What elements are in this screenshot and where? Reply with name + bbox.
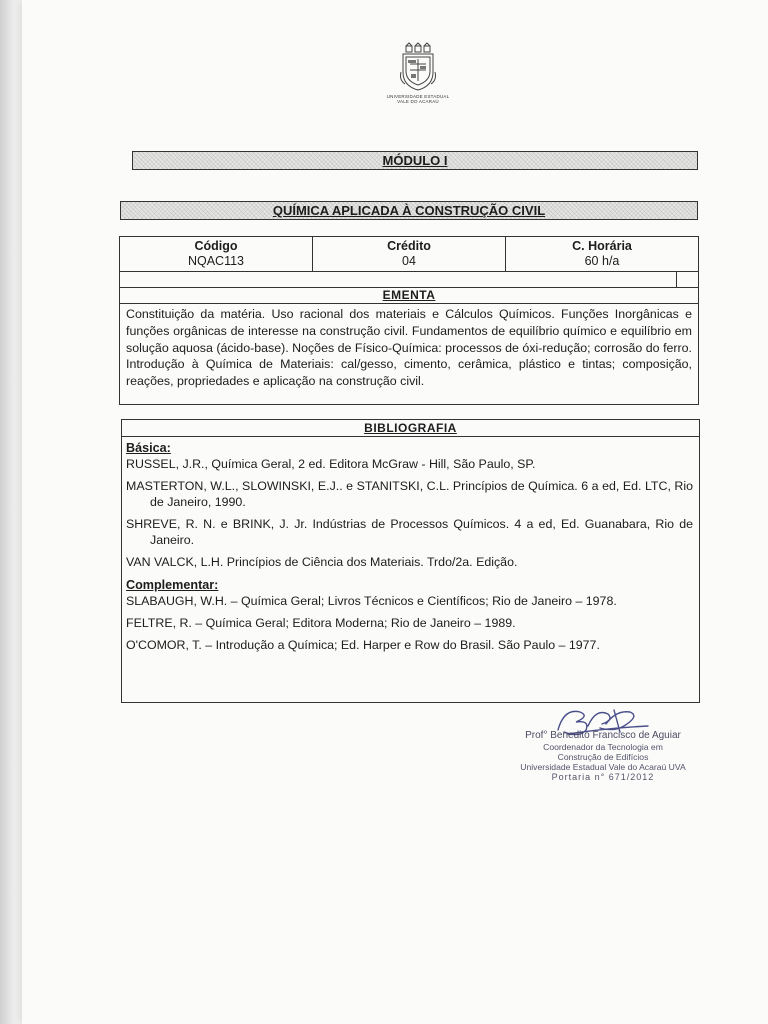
coat-of-arms-icon xyxy=(398,42,438,94)
basic-reference: SHREVE, R. N. e BRINK, J. Jr. Indústrias de Processos Químicos. 4 a ed, Ed. Guanabara, Rio de Janeiro. xyxy=(126,517,693,547)
discipline-title-bar xyxy=(120,201,698,220)
code-value: NQAC113 xyxy=(187,254,245,268)
basic-reference: RUSSEL, J.R., Química Geral, 2 ed. Editora McGraw - Hill, São Paulo, SP. xyxy=(126,457,536,471)
coordinator-stamp xyxy=(508,704,698,783)
code-cell xyxy=(120,237,312,271)
coordinator-course: Construção de Edifícios xyxy=(557,752,649,762)
coordinator-name: Prof° Benedito Francisco de Aguiar xyxy=(525,730,681,741)
code-header: Código xyxy=(194,239,238,253)
table-divider xyxy=(676,271,677,287)
credit-header: Crédito xyxy=(387,239,431,253)
discipline-title: QUÍMICA APLICADA À CONSTRUÇÃO CIVIL xyxy=(272,203,546,218)
module-title: MÓDULO I xyxy=(382,153,448,168)
complementary-label: Complementar: xyxy=(126,578,219,592)
institution-name: UNIVERSIDADE ESTADUAL VALE DO ACARAÚ xyxy=(386,94,450,104)
ementa-text: Constituição da matéria. Uso racional dos materiais e Cálculos Químicos. Funções Inorgânicas e funções orgânicas de interesse na construção civil. Fundamentos de equilíbrio químico e equilíbrio em solução aquosa (ácido-base). Noções de Físico-Química: processos de óxi-redução; corrosão do ferro. Introdução à Química de Materiais: cal/gesso, cimento, cerâmica, plástico e tintas; composição, reações, propriedades e aplicação na construção civil. xyxy=(126,307,692,389)
basic-reference: MASTERTON, W.L., SLOWINSKI, E.J.. e STANITSKI, C.L. Princípios de Química. 6 a ed, Ed. LTC, Rio de Janeiro, 1990. xyxy=(126,479,693,509)
coordinator-role: Coordenador da Tecnologia em xyxy=(543,742,663,752)
page-edge-shadow xyxy=(0,0,22,1024)
basic-label: Básica: xyxy=(126,441,171,455)
bibliography-content xyxy=(122,437,699,653)
module-title-bar xyxy=(132,151,698,170)
university-logo xyxy=(386,42,450,104)
bibliography-section xyxy=(121,419,700,703)
complementary-reference: O'COMOR, T. – Introdução a Química; Ed. Harper e Row do Brasil. São Paulo – 1977. xyxy=(126,638,600,652)
hours-value: 60 h/a xyxy=(584,254,620,268)
ementa-title: EMENTA xyxy=(120,288,698,304)
basic-reference: VAN VALCK, L.H. Princípios de Ciência dos Materiais. Trdo/2a. Edição. xyxy=(126,555,518,569)
bibliography-title: BIBLIOGRAFIA xyxy=(122,420,699,437)
ementa-section xyxy=(119,287,699,405)
hours-cell xyxy=(505,237,698,271)
table-spacer-row xyxy=(119,271,699,287)
coordinator-university: Universidade Estadual Vale do Acaraú UVA xyxy=(520,762,686,772)
credit-value: 04 xyxy=(402,254,416,268)
credit-cell xyxy=(312,237,505,271)
course-info-table xyxy=(119,236,699,272)
complementary-reference: FELTRE, R. – Química Geral; Editora Moderna; Rio de Janeiro – 1989. xyxy=(126,616,516,630)
hours-header: C. Horária xyxy=(572,239,632,253)
complementary-reference: SLABAUGH, W.H. – Química Geral; Livros Técnicos e Científicos; Rio de Janeiro – 1978. xyxy=(126,594,617,608)
coordinator-portaria: Portaria n° 671/2012 xyxy=(551,772,655,782)
